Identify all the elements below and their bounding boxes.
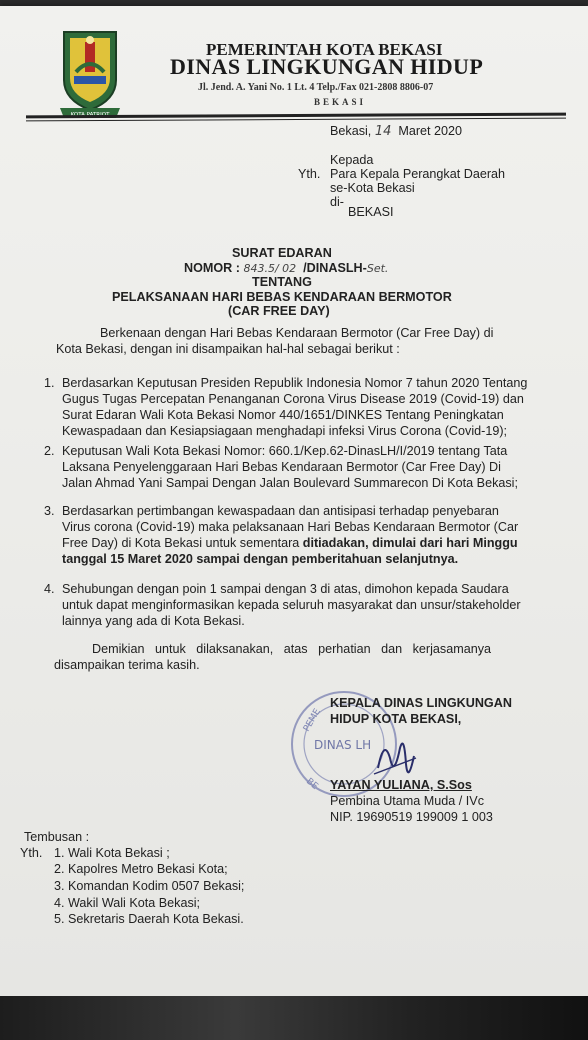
point-4-number: 4. [44,582,55,596]
point-1-number: 1. [44,376,55,390]
recipient-line1: Para Kepala Perangkat Daerah [330,167,506,181]
point-3-line-4: tanggal 15 Maret 2020 sampai dengan pemberitahuan selanjutnya. [62,552,459,566]
point-4-line-3: lainnya yang ada di Kota Bekasi. [62,614,245,628]
point-3-line-1: Berdasarkan pertimbangan kewaspadaan dan antisipasi terhadap penyebaran [62,504,499,518]
date-place: Bekasi, [330,124,372,138]
tembusan-item-2: 2. Kapolres Metro Bekasi Kota; [54,862,228,876]
svg-text:BE: BE [304,776,320,792]
point-1-line-1: Berdasarkan Keputusan Presiden Republik Indonesia Nomor 7 tahun 2020 Tentang [62,376,528,390]
intro-line-1: Berkenaan dengan Hari Bebas Kendaraan Bermotor (Car Free Day) di [100,326,494,340]
closing-line-1: Demikian untuk dilaksanakan, atas perhatian dan kerjasamanya [92,642,492,656]
tembusan-item-1: 1. Wali Kota Bekasi ; [54,846,170,860]
tembusan-item-5: 5. Sekretaris Daerah Kota Bekasi. [54,912,244,926]
letterhead-agency: DINAS LINGKUNGAN HIDUP [170,54,484,79]
date-month-year: Maret 2020 [398,124,463,138]
point-2-line-1: Keputusan Wali Kota Bekasi Nomor: 660.1/Kep.62-DinasLH/I/2019 tentang Tata [62,444,508,458]
signature-title-1: KEPALA DINAS LINGKUNGAN [330,696,512,710]
point-2-line-3: Jalan Ahmad Yani Sampai Dengan Jalan Boulevard Summarecon Di Kota Bekasi; [62,476,518,490]
signature-title-2: HIDUP KOTA BEKASI, [330,712,462,726]
nomor-handwritten-2: Set. [366,262,389,275]
date-day: 14 [374,124,392,139]
point-4-line-1: Sehubungan dengan poin 1 sampai dengan 3 di atas, dimohon kepada Saudara [62,582,509,596]
point-1-line-4: Kewaspadaan dan Kesiapsiagaan menghadapi infeksi Virus Corona (Covid-19); [62,424,508,438]
recipient-di: di- [330,195,344,209]
letterhead-address: Jl. Jend. A. Yani No. 1 Lt. 4 Telp./Fax 021-2808 8806-07 [198,82,434,93]
recipient-yth: Yth. [298,167,321,181]
letterhead-government: PEMERINTAH KOTA BEKASI [206,40,443,59]
point-3-line-3-text: Free Day) di Kota Bekasi untuk sementara [62,536,300,550]
point-4-line-2: untuk dapat menginformasikan kepada seluruh masyarakat dan unsur/stakeholder [62,598,521,612]
intro-line-2: Kota Bekasi, dengan ini disampaikan hal-hal sebagai berikut : [56,342,400,356]
point-3-bold-text: ditiadakan, dimulai dari hari Minggu [302,536,518,550]
recipient-kepada: Kepada [330,153,374,167]
recipient-city: BEKASI [348,205,394,219]
point-1-line-2: Gugus Tugas Percepatan Penanganan Corona Virus Disease 2019 (Covid-19) dan [62,392,524,406]
tembusan-label: Tembusan : [24,830,90,844]
point-2-line-2: Laksana Penyelenggaraan Hari Bebas Kendaraan Bermotor (Car Free Day) Di [62,460,501,474]
tembusan-item-4: 4. Wakil Wali Kota Bekasi; [54,896,201,910]
letter-page [0,6,588,996]
nomor-suffix: /DINASLH- [303,261,367,275]
nomor-handwritten: 843.5/ 02 [243,262,297,275]
title-surat-edaran: SURAT EDARAN [232,246,332,260]
point-3-line-3 [62,536,518,551]
kota-bekasi-logo-icon [58,22,122,120]
point-2-number: 2. [44,444,55,458]
signature-name: YAYAN YULIANA, S.Sos [330,778,472,792]
background-surface [0,996,588,1040]
letterhead-city: BEKASI [314,97,367,107]
tembusan-item-3: 3. Komandan Kodim 0507 Bekasi; [54,879,245,893]
title-subject-1: PELAKSANAAN HARI BEBAS KENDARAAN BERMOTOR [112,290,452,304]
stamp-text: DINAS LH [314,738,372,752]
recipient-line2: se-Kota Bekasi [330,181,415,195]
date-line [330,124,462,139]
closing-line-2: disampaikan terima kasih. [54,658,200,672]
title-subject-2: (CAR FREE DAY) [228,304,330,318]
signature-nip: NIP. 19690519 199009 1 003 [330,810,493,824]
svg-text:PEME: PEME [301,707,323,734]
point-1-line-3: Surat Edaran Wali Kota Bekasi Nomor 440/1651/DINKES Tentang Peningkatan [62,408,504,422]
tembusan-yth: Yth. [20,846,43,860]
signature-rank: Pembina Utama Muda / IVc [330,794,484,808]
nomor-label: NOMOR : [184,261,240,275]
title-tentang: TENTANG [252,275,312,289]
point-3-number: 3. [44,504,55,518]
point-3-line-2: Virus corona (Covid-19) maka pelaksanaan Hari Bebas Kendaraan Bermotor (Car [62,520,519,534]
